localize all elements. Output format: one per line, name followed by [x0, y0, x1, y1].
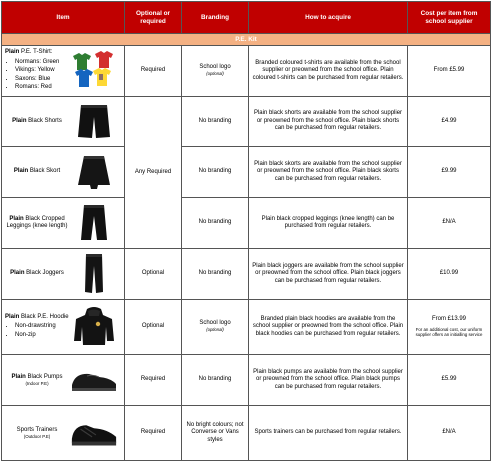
how-cell: Branded coloured t-shirts are available from the school supplier or preowned from the school office. Plain coloured t-shirts can be purchased from regular retailers.: [249, 46, 408, 97]
item-name: Black Joggers: [24, 270, 64, 277]
item-sub: (Indoor P.E): [25, 381, 49, 386]
header-cost: Cost per item from school supplier: [408, 2, 491, 34]
cost-cell: [408, 300, 491, 355]
table-row: [2, 97, 491, 147]
item-cell: [2, 406, 125, 461]
cost-text: From £13.99: [431, 316, 467, 323]
table-row: [2, 147, 491, 198]
cost-cell: £9.99: [408, 147, 491, 198]
item-name: Black Shorts: [26, 117, 62, 124]
optional-cell: Any Required: [125, 97, 182, 249]
cost-cell: £5.99: [408, 355, 491, 406]
how-cell: Plain black shorts are available from the school supplier or preowned from the school office. Plain black shorts can be purchased from regular retailers.: [249, 97, 408, 147]
pe-kit-table: [1, 1, 491, 461]
item-bold: Plain: [5, 49, 20, 56]
section-row: [2, 34, 491, 46]
item-text: [5, 49, 69, 93]
how-cell: Plain black skorts are available from the school supplier or preowned from the school office. Plain black skorts can be purchased from regular retailers.: [249, 147, 408, 198]
how-cell: Plain black pumps are available from the school supplier or preowned from the school office. Plain black pumps can be purchased from regular retailers.: [249, 355, 408, 406]
item-cell: [2, 97, 125, 147]
branding-cell: No branding: [182, 249, 249, 300]
branding-cell: No bright colours; not Converse or Vans styles: [182, 406, 249, 461]
table-row: [2, 406, 491, 461]
item-cell: [2, 147, 125, 198]
table-row: [2, 355, 491, 406]
cost-note: For an additional cost, our uniform supplier offers an initialling service: [415, 326, 483, 338]
branding-cell: No branding: [182, 97, 249, 147]
item-sub: (Outdoor P.E): [23, 434, 51, 439]
item-cell: [2, 300, 125, 355]
table-row: [2, 198, 491, 249]
branding-cell: No branding: [182, 147, 249, 198]
black-trainers-image: [69, 411, 119, 455]
item-bold: Plain: [10, 270, 25, 277]
bullet-list: [5, 59, 69, 92]
item-name: P.E. T-Shirt:: [19, 49, 53, 56]
how-cell: Plain black joggers are available from the school supplier or preowned from the school office. Plain black joggers can be purchased from regular retailers.: [249, 249, 408, 300]
item-text: [5, 427, 69, 440]
cost-cell: £N/A: [408, 198, 491, 249]
branding-cell: No branding: [182, 198, 249, 249]
item-bold: Plain: [9, 215, 24, 222]
optional-cell: Optional: [125, 249, 182, 300]
item-bold: Plain: [11, 373, 26, 380]
item-name: Black P.E. Hoodie: [19, 313, 69, 320]
branding-note: (optional): [206, 327, 224, 332]
item-text: [5, 118, 69, 126]
item-name: Sports Trainers: [16, 426, 58, 433]
black-skort-image: [69, 150, 119, 194]
optional-cell: Required: [125, 406, 182, 461]
how-cell: Sports trainers can be purchased from regular retailers.: [249, 406, 408, 461]
list-item: • Normans: Green: [15, 59, 69, 67]
item-cell: [2, 198, 125, 249]
branding-text: School logo: [199, 63, 231, 70]
cost-cell: From £5.99: [408, 46, 491, 97]
branding-cell: [182, 46, 249, 97]
item-bold: Plain: [5, 313, 20, 320]
header-optional: Optional or required: [125, 2, 182, 34]
item-bold: Plain: [13, 168, 29, 175]
header-branding: Branding: [182, 2, 249, 34]
black-shorts-image: [69, 100, 119, 144]
optional-cell: Optional: [125, 300, 182, 355]
black-hoodie-image: [69, 305, 119, 349]
bullet-list: [5, 323, 69, 339]
item-cell: [2, 355, 125, 406]
item-name: Black Cropped Leggings (knee length): [6, 215, 68, 229]
header-how: How to acquire: [249, 2, 408, 34]
item-text: [5, 168, 69, 176]
item-text: [5, 374, 69, 387]
coloured-tshirts-image: [69, 49, 119, 93]
table-row: [2, 46, 491, 97]
cost-cell: £N/A: [408, 406, 491, 461]
cropped-leggings-image: [69, 201, 119, 245]
how-cell: Plain black cropped leggings (knee length) can be purchased from regular retailers.: [249, 198, 408, 249]
cost-cell: £4.99: [408, 97, 491, 147]
black-joggers-image: [69, 252, 119, 296]
table-row: [2, 249, 491, 300]
item-text: [5, 216, 69, 231]
list-item: • Non-zip: [15, 332, 69, 340]
optional-cell: Required: [125, 355, 182, 406]
how-cell: Branded plain black hoodies are available from the school supplier or preowned from the school office. Plain black hoodies can be purchased from regular retailers.: [249, 300, 408, 355]
item-cell: [2, 46, 125, 97]
item-name: Black Skort: [28, 168, 61, 175]
header-item: Item: [2, 2, 125, 34]
section-title: P.E. Kit: [2, 34, 491, 46]
branding-cell: [182, 300, 249, 355]
list-item: • Romans: Red: [15, 84, 69, 92]
branding-text: School logo: [199, 319, 231, 326]
item-text: [5, 314, 69, 341]
item-name: Black Pumps: [25, 373, 63, 380]
optional-cell: Required: [125, 46, 182, 97]
list-item: • Saxons: Blue: [15, 76, 69, 84]
branding-note: (optional): [206, 71, 224, 76]
item-bold: Plain: [12, 117, 27, 124]
list-item: • Non-drawstring: [15, 323, 69, 331]
table-row: [2, 300, 491, 355]
item-cell: [2, 249, 125, 300]
cost-cell: £10.99: [408, 249, 491, 300]
item-text: [5, 270, 69, 278]
list-item: • Vikings: Yellow: [15, 67, 69, 75]
black-pumps-image: [69, 358, 119, 402]
header-row: [2, 2, 491, 34]
branding-cell: No branding: [182, 355, 249, 406]
